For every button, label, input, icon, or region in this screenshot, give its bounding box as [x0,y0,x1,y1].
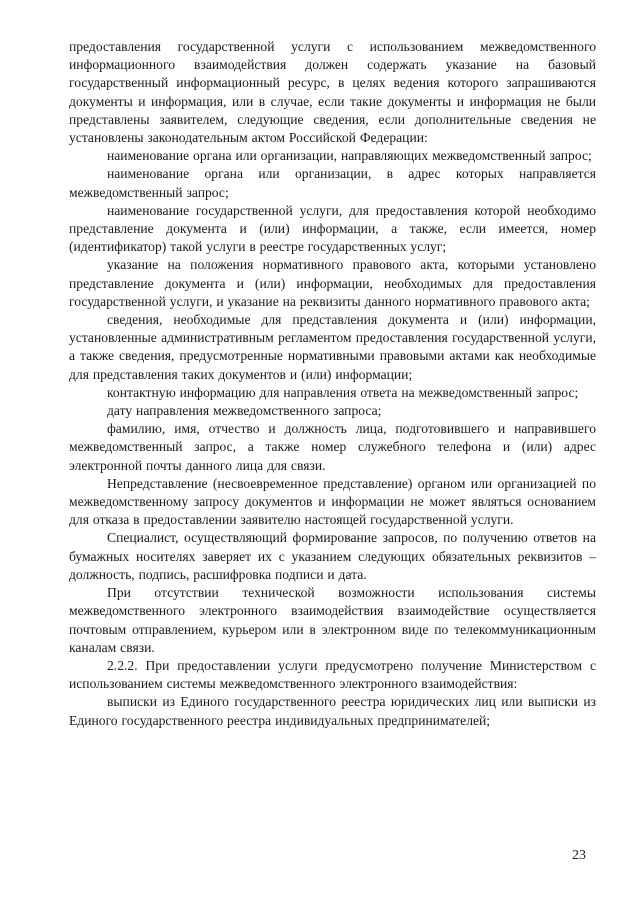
document-body [69,38,596,730]
list-item-contact-info: контактную информацию для направления ответа на межведомственный запрос; [107,384,579,400]
page-number: 23 [572,848,586,863]
list-item-registry-extract: выписки из Единого государственного реестра юридических лиц или выписки из Единого государственного реестра индивидуальных предпринимателей; [69,694,596,728]
list-item-responsible-person: фамилию, имя, отчество и должность лица, подготовившего и направившего межведомственный запрос, а также номер служебного телефона и (или) адрес электронной почты данного лица для связи. [69,421,596,473]
list-item-service-name: наименование государственной услуги, для предоставления которой необходимо представление документа и (или) информации, а также, если имеется, номер (идентификатор) такой услуги в реестре государственных услуг; [69,202,596,255]
paragraph-section-2-2-2: 2.2.2. При предоставлении услуги предусмотрено получение Министерством с использованием системы межведомственного электронного взаимодействия: [69,657,596,692]
list-item-requesting-organ: наименование органа или организации, направляющих межведомственный запрос; [107,148,592,164]
paragraph-no-technical-capability: При отсутствии технической возможности использования системы межведомственного электронного взаимодействия взаимодействие осуществляется почтовым отправлением, курьером или в электронном виде по телекоммуникационным каналам связи. [69,585,596,655]
list-item-legal-act: указание на положения нормативного правового акта, которыми установлено представление документа и (или) информации, необходимых для предоставления государственной услуги, и указание на реквизиты данного нормативного правового акта; [69,257,596,309]
paragraph-non-submission: Непредставление (несвоевременное представление) органом или организацией по межведомственному запросу документов и информации не может являться основанием для отказа в предоставлении заявителю настоящей государственной услуги. [69,475,596,528]
list-item-required-information: сведения, необходимые для представления документа и (или) информации, установленные административным регламентом предоставления государственной услуги, а также сведения, предусмотренные нормативными правовыми актами как необходимые для представления таких документов и (или) информации; [69,312,596,382]
paragraph-intro: предоставления государственной услуги с использованием межведомственного информационного взаимодействия должен содержать указание на базовый государственный информационный ресурс, в целях ведения которого запрашиваются документы и информация, или в случае, если такие документы и информация не были представлены заявителем, следующие сведения, если дополнительные сведения не установлены законодательным актом Российской Федерации: [69,39,596,146]
list-item-addressee-organ: наименование органа или организации, в адрес которых направляется межведомственный запрос; [69,166,596,200]
paragraph-specialist: Специалист, осуществляющий формирование запросов, по получению ответов на бумажных носителях заверяет их с указанием следующих обязательных реквизитов – должность, подпись, расшифровка подписи и дата. [69,530,596,582]
list-item-request-date: дату направления межведомственного запроса; [107,403,382,419]
